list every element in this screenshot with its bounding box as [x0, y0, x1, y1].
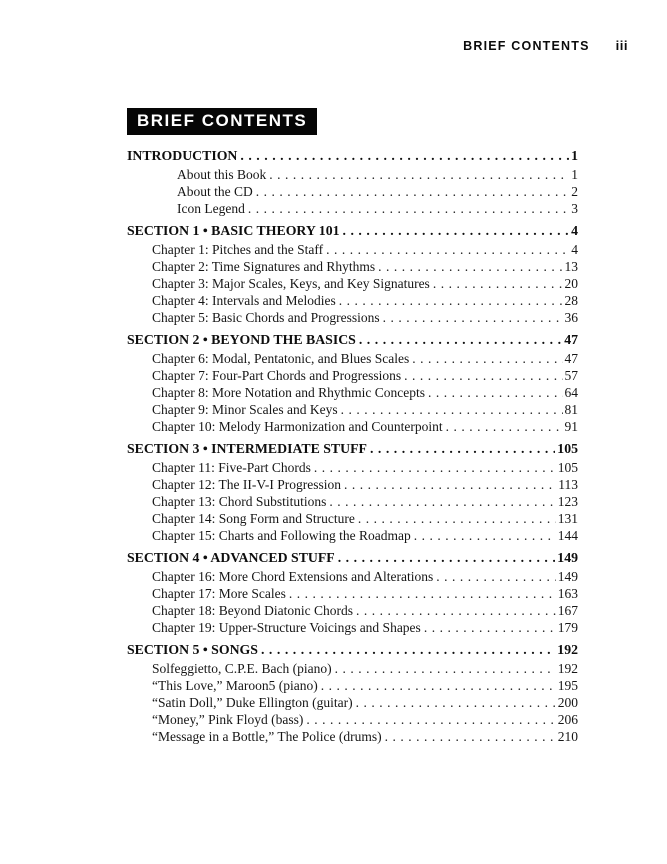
dot-leader — [414, 527, 556, 544]
toc-entry-label: About the CD — [177, 184, 253, 199]
dot-leader — [424, 619, 556, 636]
dot-leader — [240, 147, 569, 164]
toc-entry-page-number: 113 — [558, 477, 578, 492]
toc-entry-page-number: 13 — [564, 259, 578, 274]
toc-entry-row — [127, 241, 578, 258]
dot-leader — [433, 275, 563, 292]
running-header-page-number: iii — [615, 38, 628, 53]
toc-entry-page-number: 123 — [557, 494, 578, 509]
toc-entry-page-number: 81 — [564, 402, 578, 417]
toc-entry-page-number: 36 — [564, 310, 578, 325]
toc-entry-row — [127, 585, 578, 602]
toc-entry-page-number: 200 — [557, 695, 578, 710]
toc-section — [127, 147, 578, 217]
toc-entry-label: “Satin Doll,” Duke Ellington (guitar) — [152, 695, 353, 710]
toc-entry-row — [127, 602, 578, 619]
toc-entry-row — [127, 493, 578, 510]
toc-entry-page-number: 149 — [557, 569, 578, 584]
toc-entry-row — [127, 510, 578, 527]
toc-entry-page-number: 210 — [557, 729, 578, 744]
toc-entry-row — [127, 384, 578, 401]
toc-entry-page-number: 4 — [571, 242, 578, 257]
toc-entry-row — [127, 459, 578, 476]
toc-entry-page-number: 2 — [571, 184, 578, 199]
toc-entry-label: “Message in a Bottle,” The Police (drums) — [152, 729, 382, 744]
toc-entry-row — [127, 350, 578, 367]
toc-section-page-number: 105 — [557, 441, 578, 456]
dot-leader — [289, 585, 556, 602]
toc-entry-row — [127, 401, 578, 418]
dot-leader — [341, 401, 563, 418]
toc-section-page-number: 192 — [557, 642, 578, 657]
dot-leader — [248, 200, 569, 217]
banner-label: BRIEF CONTENTS — [137, 111, 308, 130]
dot-leader — [306, 711, 555, 728]
dot-leader — [436, 568, 556, 585]
toc-section-title: SECTION 2 • BEYOND THE BASICS — [127, 332, 356, 347]
dot-leader — [356, 694, 556, 711]
toc-entry-page-number: 3 — [571, 201, 578, 216]
dot-leader — [343, 222, 570, 239]
dot-leader — [385, 728, 556, 745]
toc-section-title-row — [127, 147, 578, 164]
dot-leader — [314, 459, 556, 476]
toc-section — [127, 222, 578, 326]
toc-entry-page-number: 131 — [557, 511, 578, 526]
toc-entry-label: Chapter 11: Five-Part Chords — [152, 460, 311, 475]
toc-section — [127, 641, 578, 745]
toc-entry-label: Chapter 16: More Chord Extensions and Alterations — [152, 569, 434, 584]
toc-entry-label: Chapter 1: Pitches and the Staff — [152, 242, 324, 257]
toc-entry-label: Chapter 13: Chord Substitutions — [152, 494, 327, 509]
dot-leader — [329, 493, 555, 510]
toc-entry-label: Chapter 15: Charts and Following the Roadmap — [152, 528, 411, 543]
toc-entry-label: Chapter 10: Melody Harmonization and Counterpoint — [152, 419, 443, 434]
dot-leader — [261, 641, 555, 658]
toc-entry-row — [127, 694, 578, 711]
dot-leader — [446, 418, 563, 435]
toc-entry-label: Chapter 9: Minor Scales and Keys — [152, 402, 338, 417]
toc-entry-page-number: 144 — [557, 528, 578, 543]
toc-section-title-row — [127, 641, 578, 658]
toc-entry-page-number: 179 — [557, 620, 578, 635]
toc-entry-page-number: 91 — [564, 419, 578, 434]
dot-leader — [339, 292, 563, 309]
toc-entry-page-number: 206 — [557, 712, 578, 727]
toc-entry-label: “Money,” Pink Floyd (bass) — [152, 712, 304, 727]
dot-leader — [326, 241, 569, 258]
toc-entry-row — [127, 711, 578, 728]
dot-leader — [370, 440, 555, 457]
toc-section-page-number: 47 — [564, 332, 578, 347]
toc-entry-label: Chapter 14: Song Form and Structure — [152, 511, 355, 526]
toc-entry-row — [127, 200, 578, 217]
toc-entry-label: Chapter 7: Four-Part Chords and Progressions — [152, 368, 402, 383]
toc-entry-row — [127, 258, 578, 275]
toc-section-title-row — [127, 331, 578, 348]
toc-entry-row — [127, 309, 578, 326]
toc-entry-row — [127, 292, 578, 309]
chapter-title-banner — [127, 108, 317, 135]
toc-section-title: SECTION 4 • ADVANCED STUFF — [127, 550, 335, 565]
table-of-contents — [127, 147, 578, 745]
toc-entry-page-number: 195 — [557, 678, 578, 693]
toc-entry-page-number: 163 — [557, 586, 578, 601]
toc-entry-label: Chapter 19: Upper-Structure Voicings and Shapes — [152, 620, 421, 635]
dot-leader — [321, 677, 556, 694]
dot-leader — [378, 258, 562, 275]
toc-section — [127, 331, 578, 435]
toc-section-title: SECTION 3 • INTERMEDIATE STUFF — [127, 441, 367, 456]
toc-entry-row — [127, 367, 578, 384]
toc-entry-label: Chapter 4: Intervals and Melodies — [152, 293, 336, 308]
toc-entry-row — [127, 619, 578, 636]
toc-entry-label: About this Book — [177, 167, 267, 182]
toc-entry-row — [127, 660, 578, 677]
toc-entry-page-number: 167 — [557, 603, 578, 618]
toc-entry-row — [127, 275, 578, 292]
toc-entry-page-number: 57 — [564, 368, 578, 383]
toc-entry-row — [127, 476, 578, 493]
toc-entry-page-number: 20 — [564, 276, 578, 291]
dot-leader — [359, 331, 562, 348]
toc-entry-page-number: 105 — [557, 460, 578, 475]
toc-section-page-number: 149 — [557, 550, 578, 565]
toc-section — [127, 549, 578, 636]
toc-section-page-number: 1 — [571, 148, 578, 163]
toc-entry-row — [127, 728, 578, 745]
dot-leader — [428, 384, 563, 401]
toc-entry-label: Chapter 17: More Scales — [152, 586, 286, 601]
toc-entry-page-number: 28 — [564, 293, 578, 308]
toc-entry-label: “This Love,” Maroon5 (piano) — [152, 678, 318, 693]
toc-entry-label: Chapter 8: More Notation and Rhythmic Concepts — [152, 385, 425, 400]
toc-section-title-row — [127, 440, 578, 457]
toc-entry-label: Icon Legend — [177, 201, 245, 216]
running-header-title: BRIEF CONTENTS — [463, 39, 590, 53]
toc-entry-row — [127, 568, 578, 585]
toc-entry-page-number: 1 — [571, 167, 578, 182]
toc-section-title: INTRODUCTION — [127, 148, 238, 163]
dot-leader — [404, 367, 562, 384]
toc-entry-row — [127, 677, 578, 694]
toc-section-title: SECTION 5 • SONGS — [127, 642, 258, 657]
toc-entry-label: Chapter 18: Beyond Diatonic Chords — [152, 603, 353, 618]
dot-leader — [269, 166, 569, 183]
toc-entry-page-number: 192 — [557, 661, 578, 676]
toc-entry-label: Chapter 5: Basic Chords and Progressions — [152, 310, 380, 325]
toc-entry-label: Chapter 12: The II-V-I Progression — [152, 477, 341, 492]
dot-leader — [356, 602, 556, 619]
toc-section-title-row — [127, 549, 578, 566]
toc-entry-label: Solfeggietto, C.P.E. Bach (piano) — [152, 661, 332, 676]
dot-leader — [412, 350, 562, 367]
toc-entry-row — [127, 527, 578, 544]
dot-leader — [256, 183, 570, 200]
running-header — [463, 38, 628, 53]
toc-section-title-row — [127, 222, 578, 239]
toc-entry-label: Chapter 2: Time Signatures and Rhythms — [152, 259, 376, 274]
dot-leader — [338, 549, 556, 566]
dot-leader — [335, 660, 556, 677]
toc-section-page-number: 4 — [571, 223, 578, 238]
dot-leader — [383, 309, 563, 326]
toc-entry-row — [127, 166, 578, 183]
toc-section-title: SECTION 1 • BASIC THEORY 101 — [127, 223, 340, 238]
toc-entry-label: Chapter 6: Modal, Pentatonic, and Blues Scales — [152, 351, 410, 366]
dot-leader — [358, 510, 556, 527]
toc-section — [127, 440, 578, 544]
toc-entry-row — [127, 418, 578, 435]
toc-entry-row — [127, 183, 578, 200]
toc-entry-label: Chapter 3: Major Scales, Keys, and Key Signatures — [152, 276, 430, 291]
toc-entry-page-number: 47 — [564, 351, 578, 366]
toc-entry-page-number: 64 — [564, 385, 578, 400]
dot-leader — [344, 476, 556, 493]
